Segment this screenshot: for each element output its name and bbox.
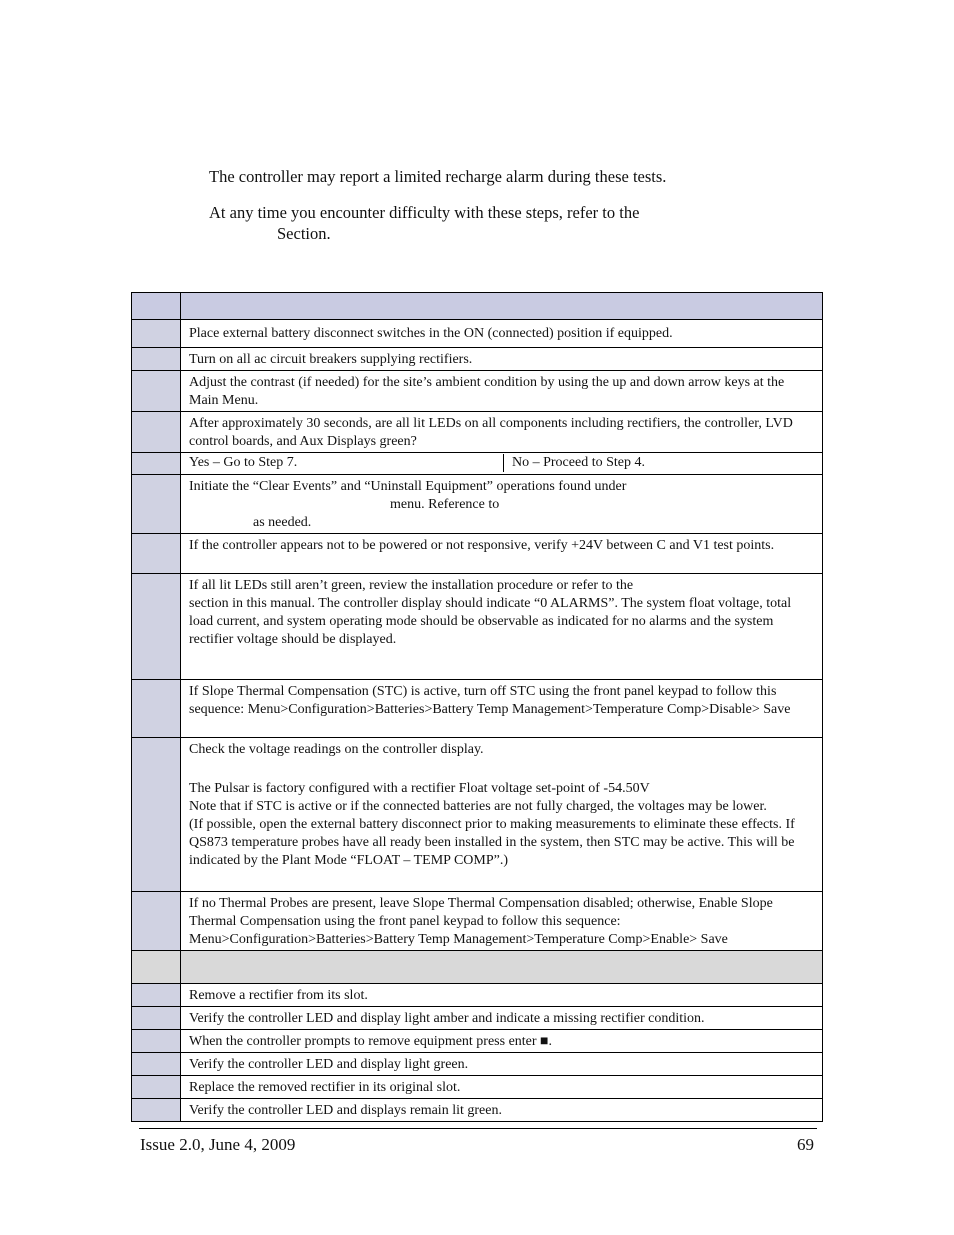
step-cell [132, 1030, 181, 1053]
table-row [132, 475, 823, 534]
float-setpoint: The Pulsar is factory configured with a rectifier Float voltage set-point of -54.50V [189, 781, 650, 796]
yes-no-table [189, 454, 814, 472]
table-row [132, 574, 823, 680]
step-text [181, 475, 823, 534]
page-number: 69 [797, 1135, 814, 1154]
table-row [132, 984, 823, 1007]
step-text: If no Thermal Probes are present, leave Slope Thermal Compensation disabled; otherwise, Enable Slope Thermal Compensation using the front panel keypad to follow this sequence: Menu>Configuration>Batteries>Battery Temp Management>Temperature Comp>Enable> Save [181, 892, 823, 951]
intro-line-1: The controller may report a limited recharge alarm during these tests. [209, 167, 667, 186]
step-text: Verify the controller LED and displays remain lit green. [181, 1099, 823, 1122]
step-cell [132, 371, 181, 412]
procedure-table [131, 292, 823, 1122]
step-cell [132, 1007, 181, 1030]
step-text [181, 574, 823, 680]
step-cell [132, 1099, 181, 1122]
table-row [132, 412, 823, 453]
step-cell [132, 984, 181, 1007]
table-row [132, 892, 823, 951]
intro-line-2b: Section. [277, 224, 331, 243]
disconnect-note: (If possible, open the external battery disconnect prior to making measurements to eliminate these effects. If QS873 temperature probes have all ready been installed in the system, then STC may be active. This will be indicated by the Plant Mode “FLOAT – TEMP COMP”.) [189, 817, 795, 868]
step-cell [132, 453, 181, 475]
table-row [132, 534, 823, 574]
step-cell [132, 412, 181, 453]
table-row [132, 680, 823, 738]
header-action-cell [181, 293, 823, 320]
section-title-cell [181, 951, 823, 984]
stc-note: Note that if STC is active or if the connected batteries are not fully charged, the voltages may be lower. [189, 799, 767, 814]
step-text: Remove a rectifier from its slot. [181, 984, 823, 1007]
table-row [132, 453, 823, 475]
step-text-line-1: If all lit LEDs still aren’t green, review the installation procedure or refer to the [189, 578, 634, 593]
step-text: If the controller appears not to be powered or not responsive, verify +24V between C and V1 test points. [181, 534, 823, 574]
intro-reference [209, 202, 639, 244]
step-cell [132, 738, 181, 892]
footer-divider [139, 1128, 817, 1129]
header-step-cell [132, 293, 181, 320]
step-cell [132, 320, 181, 348]
step-cell [132, 1076, 181, 1099]
footer-issue: Issue 2.0, June 4, 2009 [140, 1135, 296, 1154]
table-row [132, 320, 823, 348]
step-text: Verify the controller LED and display light green. [181, 1053, 823, 1076]
yes-option: Yes – Go to Step 7. [189, 454, 504, 472]
table-row [132, 1007, 823, 1030]
step-text: Place external battery disconnect switches in the ON (connected) position if equipped. [181, 320, 823, 348]
yes-no-cell [181, 453, 823, 475]
step-text: Replace the removed rectifier in its original slot. [181, 1076, 823, 1099]
table-row [132, 738, 823, 892]
step-text: Adjust the contrast (if needed) for the site’s ambient condition by using the up and down arrow keys at the Main Menu. [181, 371, 823, 412]
table-row [132, 1099, 823, 1122]
step-cell [132, 1053, 181, 1076]
step-text: When the controller prompts to remove equipment press enter ■. [181, 1030, 823, 1053]
step-text-line-1: Initiate the “Clear Events” and “Uninstall Equipment” operations found under [189, 479, 627, 494]
step-cell [132, 574, 181, 680]
step-text: After approximately 30 seconds, are all lit LEDs on all components including rectifiers, the controller, LVD control boards, and Aux Displays green? [181, 412, 823, 453]
step-text-line-3: as needed. [253, 515, 312, 530]
step-cell [132, 892, 181, 951]
step-text [181, 738, 823, 892]
table-header-row [132, 293, 823, 320]
section-header-row [132, 951, 823, 984]
section-step-cell [132, 951, 181, 984]
table-row [132, 1053, 823, 1076]
step-cell [132, 475, 181, 534]
step-cell [132, 680, 181, 738]
step-cell [132, 348, 181, 371]
step-cell [132, 534, 181, 574]
step-text: Turn on all ac circuit breakers supplying rectifiers. [181, 348, 823, 371]
table-row [132, 1030, 823, 1053]
voltage-check: Check the voltage readings on the controller display. [189, 742, 484, 757]
no-option: No – Proceed to Step 4. [512, 455, 645, 470]
intro-note [209, 166, 666, 187]
step-text: If Slope Thermal Compensation (STC) is active, turn off STC using the front panel keypad to follow this sequence: Menu>Configuration>Batteries>Battery Temp Management>Temperature Comp>Disable> Save [181, 680, 823, 738]
step-text-line-2: section in this manual. The controller display should indicate “0 ALARMS”. The system float voltage, total load current, and system operating mode should be observable as indicated for no alarms and the system rectifier voltage should be displayed. [189, 596, 792, 647]
step-text: Verify the controller LED and display light amber and indicate a missing rectifier condition. [181, 1007, 823, 1030]
intro-line-2a: At any time you encounter difficulty with these steps, refer to the [209, 203, 640, 222]
table-row [132, 1076, 823, 1099]
table-row [132, 348, 823, 371]
table-row [132, 371, 823, 412]
step-text-line-2: menu. Reference to [390, 497, 500, 512]
